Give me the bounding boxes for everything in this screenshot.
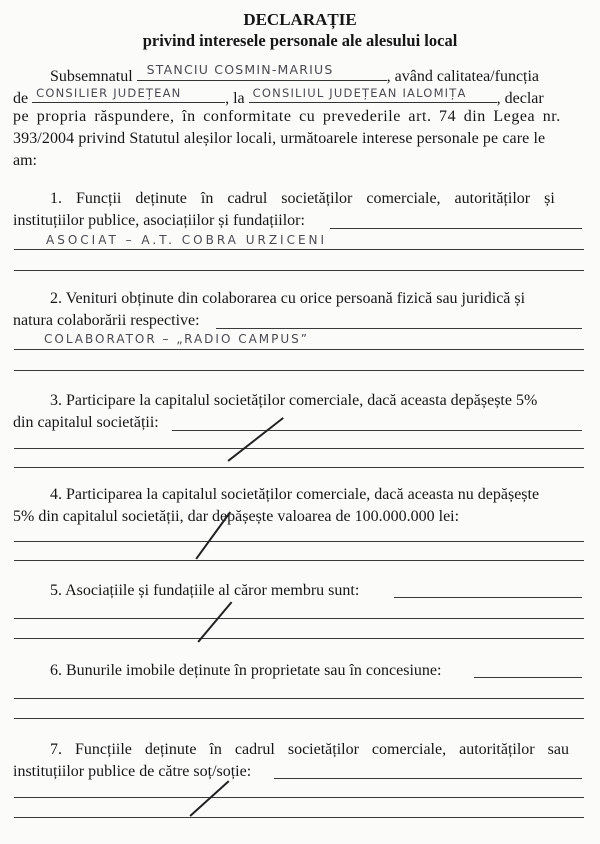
section-5-answer-line-2[interactable] (14, 638, 584, 639)
section-4-answer-line-1[interactable] (14, 541, 584, 542)
section-3-answer-line-2[interactable] (14, 467, 584, 468)
section-7-line-1: 7. Funcțiile deținute în cadrul societăților comerciale, autorităților sau (50, 741, 569, 758)
section-6-answer-line-0[interactable] (474, 677, 582, 678)
la-label: , la (225, 90, 245, 107)
section-1-answer-line-0[interactable] (330, 228, 582, 229)
section-6-answer-line-2[interactable] (14, 718, 584, 719)
section-1-answer-line-1[interactable] (14, 249, 584, 250)
document-subtitle: privind interesele personale ale alesului local (142, 31, 458, 50)
intro-line-3: pe propria răspundere, în conformitate cu prevederile art. 74 din Legea nr. (13, 108, 561, 125)
section-2-answer-line-0[interactable] (216, 328, 582, 329)
declar-label: , declar (496, 90, 544, 107)
intro-line-4: 393/2004 privind Statutul aleșilor locali, următoarele interese personale pe care le (13, 130, 546, 147)
section-4-line-2: 5% din capitalul societății, dar depășește valoarea de 100.000.000 lei: (13, 508, 460, 525)
section-3-line-2: din capitalul societății: (13, 414, 159, 431)
section-3-answer-line-1[interactable] (14, 448, 584, 449)
section-6-line-1: 6. Bunurile imobile deținute în proprietate sau în concesiune: (50, 662, 442, 679)
section-5-answer-line-0[interactable] (394, 597, 582, 598)
section-3-empty-slash-mark (228, 417, 284, 461)
section-5-empty-slash-mark (197, 601, 232, 642)
function-value: CONSILIER JUDEȚEAN (36, 86, 182, 100)
section-2-line-2: natura colaborării respective: (13, 312, 200, 329)
section-1-line-2: instituțiilor publice, asociațiilor și fundațiilor: (13, 212, 305, 229)
section-1-line-1: 1. Funcții deținute în cadrul societăților comerciale, autorităților și (50, 190, 555, 207)
section-7-empty-slash-mark (189, 780, 229, 816)
institution-field[interactable] (249, 85, 497, 103)
document-title: DECLARAȚIE (243, 10, 357, 29)
avand-label: , având calitatea/funcția (386, 68, 540, 85)
section-7-answer-line-1[interactable] (14, 797, 584, 798)
section-2-answer-line-1[interactable] (14, 349, 584, 350)
section-5-line-1: 5. Asociațiile și fundațiile al căror membru sunt: (50, 582, 360, 599)
section-5-answer-line-1[interactable] (14, 618, 584, 619)
section-3-answer-line-0[interactable] (172, 430, 582, 431)
intro-line-5: am: (13, 152, 37, 169)
section-7-answer-line-0[interactable] (274, 778, 582, 779)
intro-line-2 (13, 85, 544, 109)
section-2-line-1: 2. Venituri obținute din colaborarea cu orice persoană fizică sau juridică și (50, 290, 526, 307)
section-1-answer: ASOCIAT – A.T. COBRA URZICENI (46, 233, 328, 247)
name-value: STANCIU COSMIN-MARIUS (146, 62, 334, 77)
section-4-answer-line-2[interactable] (14, 560, 584, 561)
section-3-line-1: 3. Participare la capitalul societăților comerciale, dacă aceasta depășește 5% (50, 392, 538, 409)
section-6-answer-line-1[interactable] (14, 698, 584, 699)
institution-value: CONSILIUL JUDEȚEAN IALOMIȚA (252, 86, 467, 100)
section-2-answer-line-2[interactable] (14, 370, 584, 371)
section-2-answer: COLABORATOR – „RADIO CAMPUS” (44, 332, 310, 346)
de-label: de (13, 90, 29, 107)
section-4-line-1: 4. Participarea la capitalul societăților comerciale, dacă aceasta nu depășește (50, 486, 540, 503)
section-1-answer-line-2[interactable] (14, 270, 584, 271)
function-field[interactable] (32, 85, 225, 103)
section-7-line-2: instituțiilor publice de către soț/soție: (13, 763, 252, 780)
subsemnatul-label: Subsemnatul (50, 68, 133, 85)
name-field[interactable] (137, 63, 387, 81)
section-7-answer-line-2[interactable] (14, 817, 584, 818)
